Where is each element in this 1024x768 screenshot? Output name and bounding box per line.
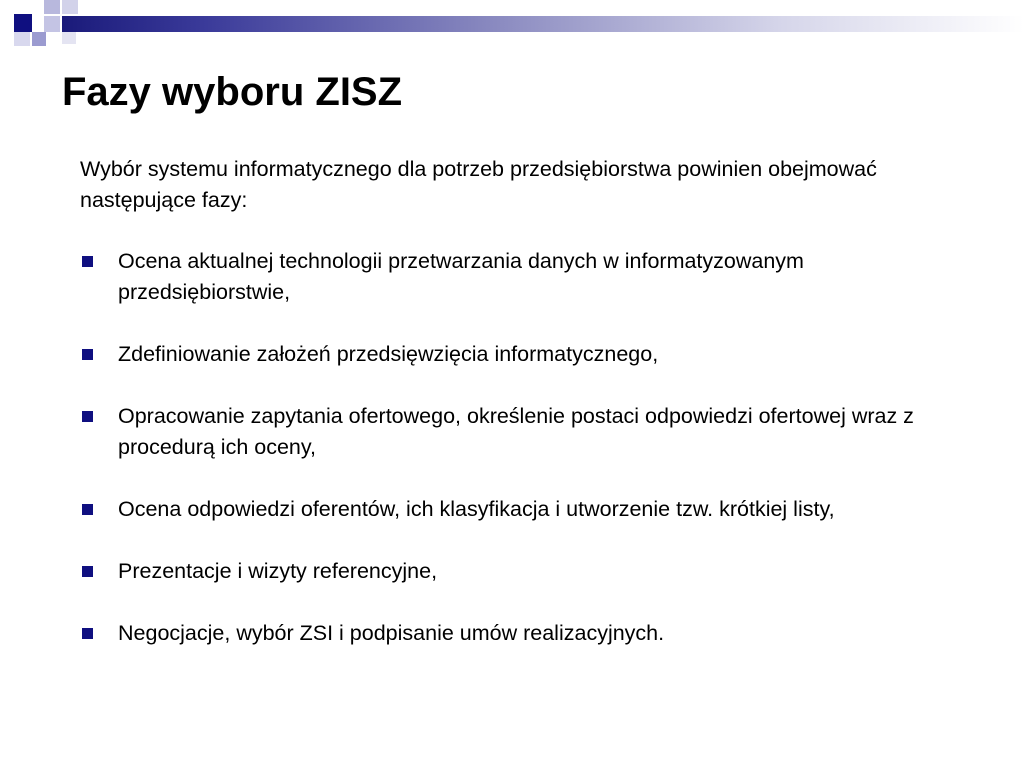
bullet-item: [80, 401, 960, 463]
bullet-text: Zdefiniowanie założeń przedsięwzięcia informatycznego,: [118, 342, 659, 366]
bullet-item: [80, 494, 960, 525]
slide-title: Fazy wyboru ZISZ: [62, 70, 403, 114]
square-bullet-icon: [82, 349, 93, 360]
decor-square: [62, 32, 76, 44]
square-bullet-icon: [82, 411, 93, 422]
decor-square: [14, 32, 30, 46]
bullet-item: [80, 556, 960, 587]
intro-text: Wybór systemu informatycznego dla potrzeb przedsiębiorstwa powinien obejmować następujące fazy:: [80, 157, 877, 212]
square-bullet-icon: [82, 256, 93, 267]
bullet-text: Negocjacje, wybór ZSI i podpisanie umów realizacyjnych.: [118, 621, 665, 645]
decor-square: [62, 0, 78, 14]
bullet-text: Prezentacje i wizyty referencyjne,: [118, 559, 438, 583]
square-bullet-icon: [82, 628, 93, 639]
decor-square: [44, 0, 60, 14]
bullet-list: [80, 246, 960, 680]
bullet-item: [80, 339, 960, 370]
bullet-text: Ocena odpowiedzi oferentów, ich klasyfikacja i utworzenie tzw. krótkiej listy,: [118, 497, 835, 521]
bullet-text: Opracowanie zapytania ofertowego, określenie postaci odpowiedzi ofertowej wraz z procedurą ich oceny,: [118, 404, 914, 459]
bullet-item: [80, 618, 960, 649]
bullet-item: [80, 246, 960, 308]
bullet-text: Ocena aktualnej technologii przetwarzania danych w informatyzowanym przedsiębiorstwie,: [118, 249, 804, 304]
square-bullet-icon: [82, 504, 93, 515]
decor-square: [32, 32, 46, 46]
decor-square-navy: [14, 14, 32, 32]
square-bullet-icon: [82, 566, 93, 577]
header-gradient-band: [62, 16, 1024, 32]
decor-square: [44, 16, 60, 32]
